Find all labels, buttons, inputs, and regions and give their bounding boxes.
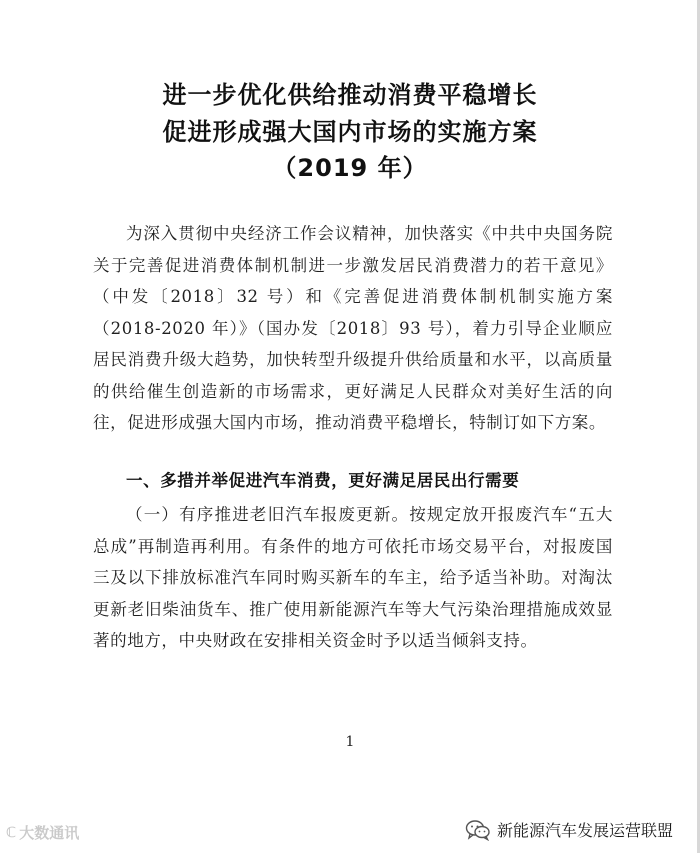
item-1-body: 按规定放开报废汽车“五大总成”再制造再利用。有条件的地方可依托市场交易平台，对报废国三及以下排放标准汽车同时购买新车的车主，给予适当补助。对淘汰更新老旧柴油货车、推广使用新能源汽车等大气污染治理措施成效显著的地方，中央财政在安排相关资金时予以适当倾斜支持。 xyxy=(93,505,613,650)
watermark-left-text: 大数通讯 xyxy=(19,824,80,842)
watermark-right xyxy=(465,818,673,841)
intro-paragraph: 为深入贯彻中央经济工作会议精神，加快落实《中共中央国务院关于完善促进消费体制机制进一步激发居民消费潜力的若干意见》（中发〔2018〕32 号）和《完善促进消费体制机制实施方案（2018-2020 年）》（国办发〔2018〕93 号），着力引导企业顺应居民消费升级大趋势，加快转型升级提升供给质量和水平，以高质量的供给催生创造新的市场需求，更好满足人民群众对美好生活的向往，促进形成强大国内市场，推动消费平稳增长，特制订如下方案。 xyxy=(93,224,613,432)
document-title-year: （2019 年） xyxy=(272,154,428,182)
watermark-logo-icon: ℂ xyxy=(6,824,17,841)
document-title-line-1: 进一步优化供给推动消费平稳增长 xyxy=(162,81,538,109)
document-title-line-2: 促进形成强大国内市场的实施方案 xyxy=(162,118,538,146)
page-number: 1 xyxy=(345,734,355,750)
item-1-lead: （一）有序推进老旧汽车报废更新。 xyxy=(126,505,410,524)
watermark-right-text: 新能源汽车发展运营联盟 xyxy=(496,821,673,840)
item-1-paragraph xyxy=(93,499,613,657)
section-heading-1: 一、多措并举促进汽车消费，更好满足居民出行需要 xyxy=(126,471,520,490)
watermark-left xyxy=(6,822,79,843)
wechat-icon xyxy=(465,819,491,841)
